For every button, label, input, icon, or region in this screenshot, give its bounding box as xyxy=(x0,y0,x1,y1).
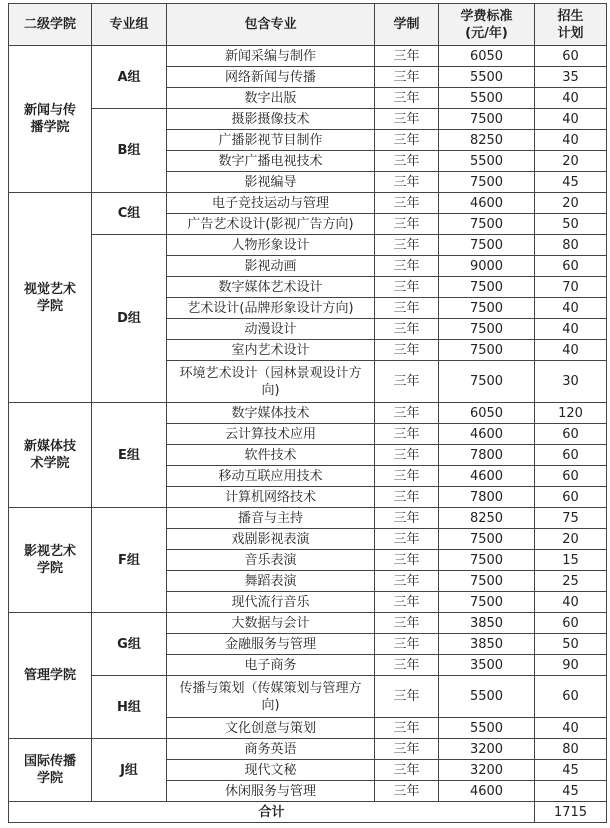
total-row xyxy=(9,802,607,823)
major-cell: 云计算技术应用 xyxy=(167,424,375,445)
length-cell: 三年 xyxy=(375,613,439,634)
fee-cell: 3500 xyxy=(439,655,535,676)
fee-cell: 7500 xyxy=(439,298,535,319)
length-cell: 三年 xyxy=(375,487,439,508)
plan-cell: 80 xyxy=(535,739,607,760)
plan-cell: 40 xyxy=(535,718,607,739)
major-cell: 动漫设计 xyxy=(167,319,375,340)
major-cell: 影视动画 xyxy=(167,256,375,277)
major-cell: 室内艺术设计 xyxy=(167,340,375,361)
plan-cell: 20 xyxy=(535,193,607,214)
fee-cell: 7500 xyxy=(439,214,535,235)
fee-cell: 3200 xyxy=(439,760,535,781)
length-cell: 三年 xyxy=(375,655,439,676)
major-cell: 大数据与会计 xyxy=(167,613,375,634)
plan-cell: 20 xyxy=(535,151,607,172)
fee-cell: 6050 xyxy=(439,403,535,424)
length-cell: 三年 xyxy=(375,403,439,424)
plan-cell: 60 xyxy=(535,466,607,487)
fee-cell: 3850 xyxy=(439,613,535,634)
fee-cell: 5500 xyxy=(439,67,535,88)
fee-cell: 7500 xyxy=(439,529,535,550)
plan-cell: 60 xyxy=(535,613,607,634)
fee-cell: 3850 xyxy=(439,634,535,655)
plan-cell: 20 xyxy=(535,529,607,550)
major-cell: 软件技术 xyxy=(167,445,375,466)
plan-cell: 60 xyxy=(535,256,607,277)
major-cell: 休闲服务与管理 xyxy=(167,781,375,802)
major-cell: 电子商务 xyxy=(167,655,375,676)
length-cell: 三年 xyxy=(375,46,439,67)
table-row xyxy=(9,613,607,634)
college-name: 影视艺术 学院 xyxy=(9,508,92,613)
fee-cell: 9000 xyxy=(439,256,535,277)
table-body xyxy=(9,46,607,802)
header-college: 二级学院 xyxy=(9,4,92,46)
header-fee: 学费标准 (元/年) xyxy=(439,4,535,46)
group-name: C组 xyxy=(92,193,167,235)
table-row xyxy=(9,235,607,256)
major-cell: 传播与策划（传媒策划与管理方向) xyxy=(167,676,375,718)
header-plan: 招生 计划 xyxy=(535,4,607,46)
fee-cell: 7500 xyxy=(439,235,535,256)
total-label: 合计 xyxy=(9,802,535,823)
enrollment-table xyxy=(8,3,607,823)
major-cell: 戏剧影视表演 xyxy=(167,529,375,550)
plan-cell: 50 xyxy=(535,214,607,235)
group-name: J组 xyxy=(92,739,167,802)
header-row xyxy=(9,4,607,46)
plan-cell: 40 xyxy=(535,319,607,340)
fee-cell: 4600 xyxy=(439,193,535,214)
length-cell: 三年 xyxy=(375,319,439,340)
fee-cell: 7500 xyxy=(439,592,535,613)
table-row xyxy=(9,739,607,760)
major-cell: 网络新闻与传播 xyxy=(167,67,375,88)
fee-cell: 7500 xyxy=(439,109,535,130)
plan-cell: 40 xyxy=(535,298,607,319)
length-cell: 三年 xyxy=(375,676,439,718)
major-cell: 数字媒体技术 xyxy=(167,403,375,424)
group-name: B组 xyxy=(92,109,167,193)
college-name: 管理学院 xyxy=(9,613,92,739)
length-cell: 三年 xyxy=(375,130,439,151)
major-cell: 数字广播电视技术 xyxy=(167,151,375,172)
plan-cell: 40 xyxy=(535,592,607,613)
major-cell: 人物形象设计 xyxy=(167,235,375,256)
fee-cell: 7500 xyxy=(439,550,535,571)
length-cell: 三年 xyxy=(375,67,439,88)
plan-cell: 60 xyxy=(535,46,607,67)
major-cell: 现代文秘 xyxy=(167,760,375,781)
group-name: E组 xyxy=(92,403,167,508)
major-cell: 舞蹈表演 xyxy=(167,571,375,592)
table-row xyxy=(9,109,607,130)
length-cell: 三年 xyxy=(375,298,439,319)
college-name: 视觉艺术 学院 xyxy=(9,193,92,403)
major-cell: 播音与主持 xyxy=(167,508,375,529)
length-cell: 三年 xyxy=(375,88,439,109)
fee-cell: 7500 xyxy=(439,277,535,298)
fee-cell: 7500 xyxy=(439,571,535,592)
group-name: D组 xyxy=(92,235,167,403)
major-cell: 影视编导 xyxy=(167,172,375,193)
major-cell: 广告艺术设计(影视广告方向) xyxy=(167,214,375,235)
plan-cell: 60 xyxy=(535,445,607,466)
fee-cell: 7500 xyxy=(439,172,535,193)
group-name: H组 xyxy=(92,676,167,739)
plan-cell: 30 xyxy=(535,361,607,403)
plan-cell: 80 xyxy=(535,235,607,256)
length-cell: 三年 xyxy=(375,445,439,466)
plan-cell: 50 xyxy=(535,634,607,655)
fee-cell: 7500 xyxy=(439,361,535,403)
length-cell: 三年 xyxy=(375,151,439,172)
plan-cell: 70 xyxy=(535,277,607,298)
group-name: A组 xyxy=(92,46,167,109)
plan-cell: 120 xyxy=(535,403,607,424)
length-cell: 三年 xyxy=(375,529,439,550)
length-cell: 三年 xyxy=(375,466,439,487)
plan-cell: 40 xyxy=(535,109,607,130)
length-cell: 三年 xyxy=(375,256,439,277)
college-name: 国际传播 学院 xyxy=(9,739,92,802)
length-cell: 三年 xyxy=(375,571,439,592)
length-cell: 三年 xyxy=(375,739,439,760)
plan-cell: 40 xyxy=(535,130,607,151)
major-cell: 音乐表演 xyxy=(167,550,375,571)
major-cell: 金融服务与管理 xyxy=(167,634,375,655)
major-cell: 商务英语 xyxy=(167,739,375,760)
major-cell: 艺术设计(品牌形象设计方向) xyxy=(167,298,375,319)
fee-cell: 6050 xyxy=(439,46,535,67)
major-cell: 数字媒体艺术设计 xyxy=(167,277,375,298)
fee-cell: 7500 xyxy=(439,319,535,340)
table-row xyxy=(9,508,607,529)
header-length: 学制 xyxy=(375,4,439,46)
plan-cell: 40 xyxy=(535,340,607,361)
college-name: 新闻与传 播学院 xyxy=(9,46,92,193)
length-cell: 三年 xyxy=(375,424,439,445)
length-cell: 三年 xyxy=(375,760,439,781)
fee-cell: 5500 xyxy=(439,676,535,718)
major-cell: 广播影视节目制作 xyxy=(167,130,375,151)
length-cell: 三年 xyxy=(375,550,439,571)
length-cell: 三年 xyxy=(375,781,439,802)
fee-cell: 7800 xyxy=(439,445,535,466)
header-group: 专业组 xyxy=(92,4,167,46)
major-cell: 电子竞技运动与管理 xyxy=(167,193,375,214)
fee-cell: 7800 xyxy=(439,487,535,508)
fee-cell: 7500 xyxy=(439,340,535,361)
major-cell: 文化创意与策划 xyxy=(167,718,375,739)
college-name: 新媒体技 术学院 xyxy=(9,403,92,508)
major-cell: 现代流行音乐 xyxy=(167,592,375,613)
length-cell: 三年 xyxy=(375,172,439,193)
length-cell: 三年 xyxy=(375,508,439,529)
total-plan: 1715 xyxy=(535,802,607,823)
plan-cell: 90 xyxy=(535,655,607,676)
major-cell: 数字出版 xyxy=(167,88,375,109)
fee-cell: 5500 xyxy=(439,718,535,739)
plan-cell: 15 xyxy=(535,550,607,571)
major-cell: 移动互联应用技术 xyxy=(167,466,375,487)
major-cell: 计算机网络技术 xyxy=(167,487,375,508)
major-cell: 环境艺术设计（园林景观设计方向) xyxy=(167,361,375,403)
length-cell: 三年 xyxy=(375,634,439,655)
plan-cell: 40 xyxy=(535,88,607,109)
plan-cell: 75 xyxy=(535,508,607,529)
fee-cell: 4600 xyxy=(439,781,535,802)
table-row xyxy=(9,403,607,424)
plan-cell: 60 xyxy=(535,487,607,508)
length-cell: 三年 xyxy=(375,193,439,214)
fee-cell: 8250 xyxy=(439,130,535,151)
group-name: F组 xyxy=(92,508,167,613)
fee-cell: 8250 xyxy=(439,508,535,529)
table-row xyxy=(9,46,607,67)
length-cell: 三年 xyxy=(375,340,439,361)
length-cell: 三年 xyxy=(375,214,439,235)
plan-cell: 45 xyxy=(535,781,607,802)
fee-cell: 3200 xyxy=(439,739,535,760)
plan-cell: 60 xyxy=(535,676,607,718)
group-name: G组 xyxy=(92,613,167,676)
table-row xyxy=(9,193,607,214)
plan-cell: 45 xyxy=(535,760,607,781)
fee-cell: 5500 xyxy=(439,88,535,109)
plan-cell: 25 xyxy=(535,571,607,592)
major-cell: 摄影摄像技术 xyxy=(167,109,375,130)
plan-cell: 45 xyxy=(535,172,607,193)
header-major: 包含专业 xyxy=(167,4,375,46)
length-cell: 三年 xyxy=(375,277,439,298)
major-cell: 新闻采编与制作 xyxy=(167,46,375,67)
length-cell: 三年 xyxy=(375,592,439,613)
fee-cell: 4600 xyxy=(439,466,535,487)
length-cell: 三年 xyxy=(375,718,439,739)
plan-cell: 60 xyxy=(535,424,607,445)
length-cell: 三年 xyxy=(375,109,439,130)
table-row xyxy=(9,676,607,718)
fee-cell: 4600 xyxy=(439,424,535,445)
length-cell: 三年 xyxy=(375,361,439,403)
length-cell: 三年 xyxy=(375,235,439,256)
plan-cell: 35 xyxy=(535,67,607,88)
fee-cell: 5500 xyxy=(439,151,535,172)
